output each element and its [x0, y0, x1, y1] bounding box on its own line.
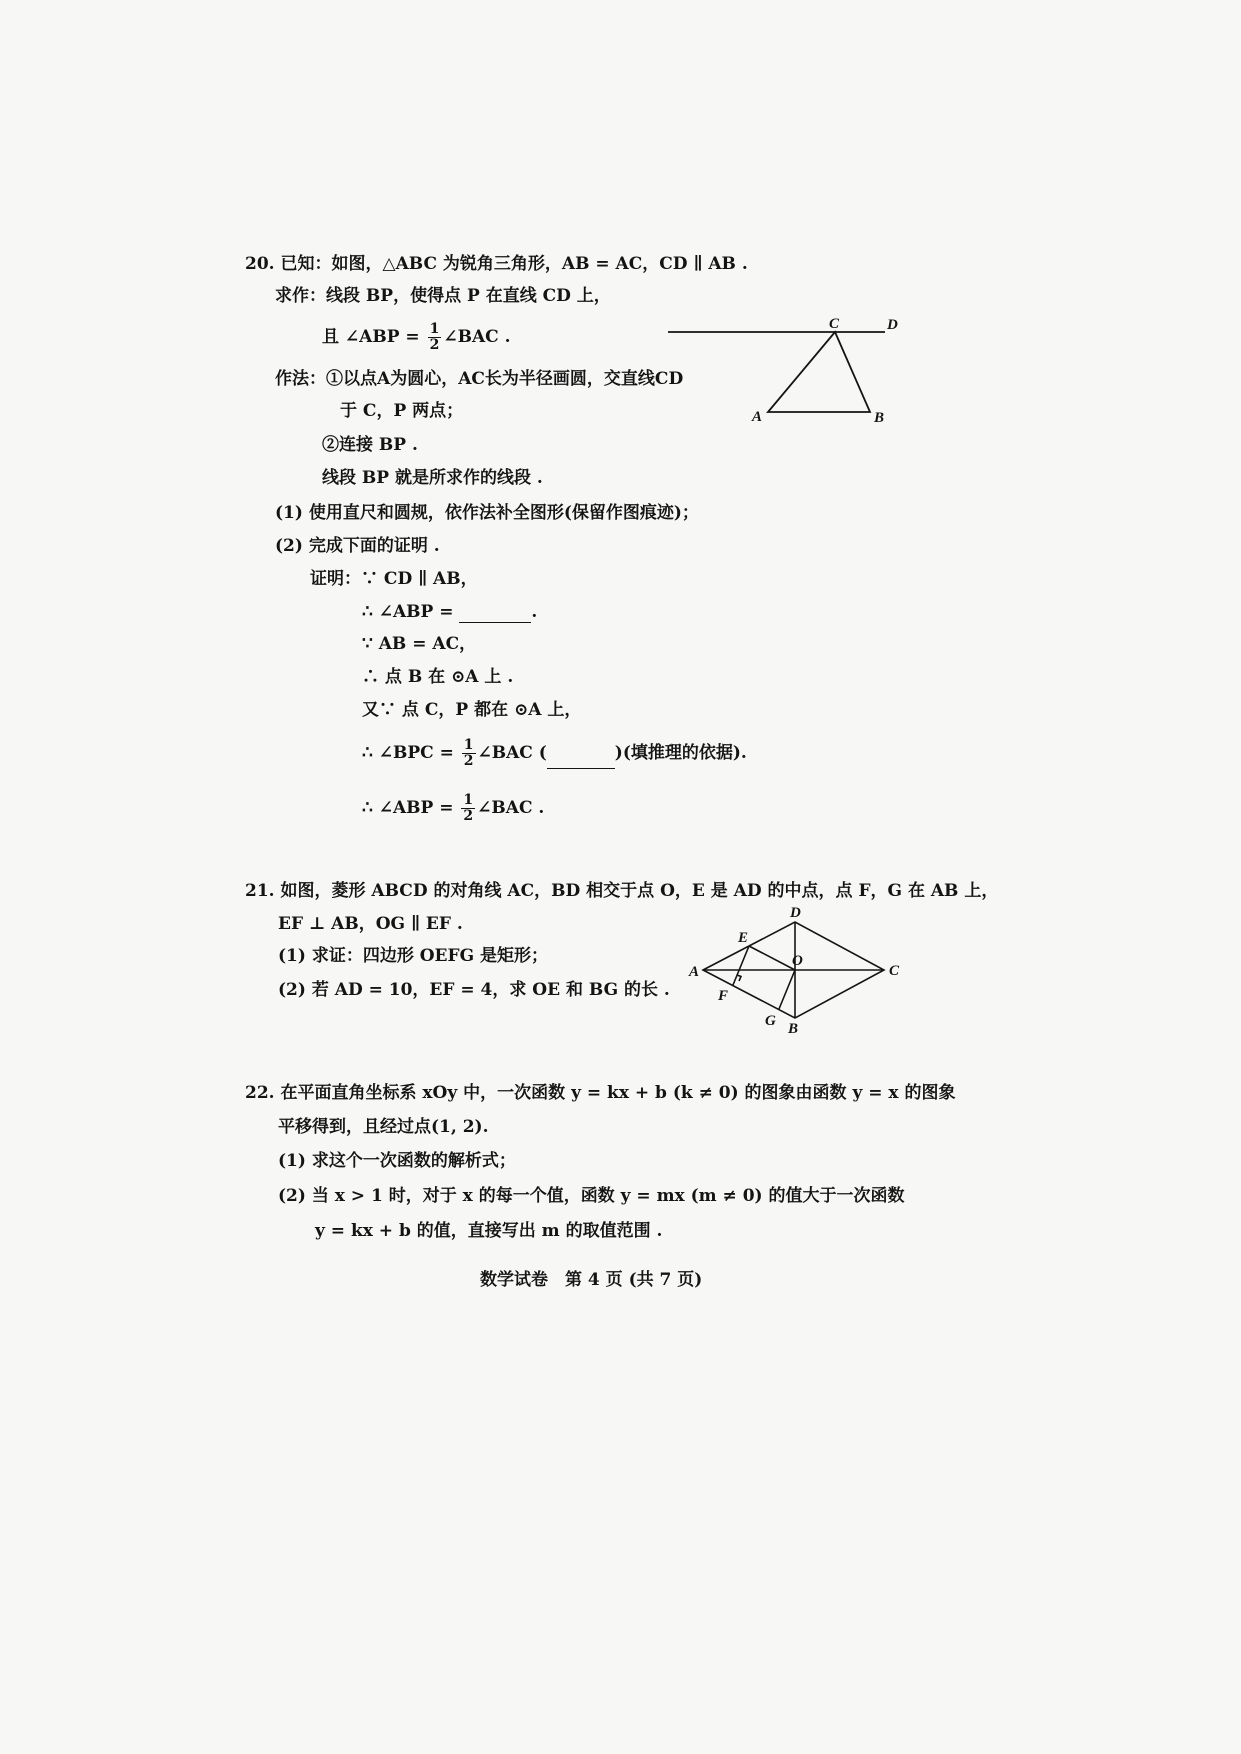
label-a: A — [752, 409, 763, 425]
q20-task-label: 求作： — [275, 286, 326, 306]
label-g: G — [765, 1013, 776, 1029]
q22-part2-b: y = kx + b 的值，直接写出 m 的取值范围 . — [315, 1221, 663, 1241]
label-a: A — [689, 964, 700, 980]
q20-number: 20. — [245, 254, 275, 274]
segment-ef — [733, 946, 749, 985]
q22-text-b: 平移得到，且经过点(1, 2). — [278, 1117, 489, 1137]
q20-part2: (2) 完成下面的证明 . — [275, 536, 440, 556]
label-d: D — [790, 905, 801, 921]
q21-text-a: 如图，菱形 ABCD 的对角线 AC，BD 相交于点 O，E 是 AD 的中点，点 F，G 在 AB 上， — [280, 881, 999, 901]
label-e: E — [738, 930, 749, 946]
q21-part1: (1) 求证：四边形 OEFG 是矩形； — [278, 946, 549, 966]
label-o: O — [792, 953, 803, 969]
label-b: B — [788, 1021, 799, 1037]
q20-given-label: 已知： — [280, 254, 332, 274]
q22-number: 22. — [245, 1083, 275, 1103]
q20-given-text: 如图，△ABC 为锐角三角形，AB = AC，CD ∥ AB . — [331, 254, 748, 274]
q20-step1a: ①以点A为圆心，AC长为半径画圆，交直线CD — [326, 369, 684, 389]
q20-proof7-fraction: $\frac{1}{2}$ — [463, 792, 474, 824]
q20-cond-suffix: ∠BAC . — [443, 327, 511, 347]
segment-og — [779, 970, 795, 1009]
label-c: C — [829, 316, 840, 332]
label-c: C — [889, 963, 900, 979]
q21-text-b: EF ⊥ AB，OG ∥ EF . — [278, 914, 463, 934]
q20-proof6-mid: ∠BAC ( — [477, 743, 547, 763]
q20-proof6-suffix: )(填推理的依据). — [614, 743, 747, 763]
q20-step2: ②连接 BP . — [322, 435, 418, 455]
q20-task-text: 线段 BP，使得点 P 在直线 CD 上， — [326, 286, 611, 306]
q20-conclusion: 线段 BP 就是所求作的线段 . — [322, 468, 543, 488]
q20-proof4: ∴ 点 B 在 ⊙A 上 . — [362, 667, 514, 687]
q22-text-line1 — [245, 1082, 955, 1104]
q22-part2-a: (2) 当 x > 1 时，对于 x 的每一个值，函数 y = mx (m ≠ 0) 的值大于一次函数 — [278, 1186, 905, 1206]
q22-part1: (1) 求这个一次函数的解析式； — [278, 1151, 516, 1171]
q22-text-a: 在平面直角坐标系 xOy 中，一次函数 y = kx + b (k ≠ 0) 的图象由函数 y = x 的图象 — [280, 1083, 956, 1103]
segment-eo — [749, 946, 795, 970]
right-angle-mark — [737, 975, 741, 981]
q20-part1: (1) 使用直尺和圆规，依作法补全图形(保留作图痕迹)； — [275, 503, 699, 523]
q21-number: 21. — [245, 881, 275, 901]
q20-proof-label: 证明： — [310, 569, 361, 589]
q20-proof2-prefix: ∴ ∠ABP = — [362, 602, 454, 622]
q20-proof6-fraction: $\frac{1}{2}$ — [463, 737, 474, 769]
q20-proof2-suffix: . — [531, 602, 538, 622]
q20-proof1: ∵ CD ∥ AB， — [361, 569, 478, 589]
page-footer: 数学试卷 第 4 页 (共 7 页) — [480, 1270, 703, 1290]
q20-proof7-suffix: ∠BAC . — [477, 798, 545, 818]
q20-proof5: 又∵ 点 C，P 都在 ⊙A 上， — [362, 700, 582, 720]
q20-cond-prefix: 且 ∠ABP = — [322, 327, 420, 347]
q20-proof6-prefix: ∴ ∠BPC = — [362, 743, 454, 763]
q20-cond-fraction: $\frac{1}{2}$ — [429, 321, 440, 353]
label-f: F — [718, 988, 729, 1004]
label-d: D — [887, 317, 898, 333]
q20-proof7-prefix: ∴ ∠ABP = — [362, 798, 454, 818]
q20-proof3: ∵ AB = AC， — [362, 634, 477, 654]
q21-part2: (2) 若 AD = 10，EF = 4，求 OE 和 BG 的长 . — [278, 980, 670, 1000]
q20-step1b: 于 C，P 两点； — [340, 401, 464, 421]
q20-method-label: 作法： — [275, 369, 326, 389]
label-b: B — [874, 410, 885, 426]
